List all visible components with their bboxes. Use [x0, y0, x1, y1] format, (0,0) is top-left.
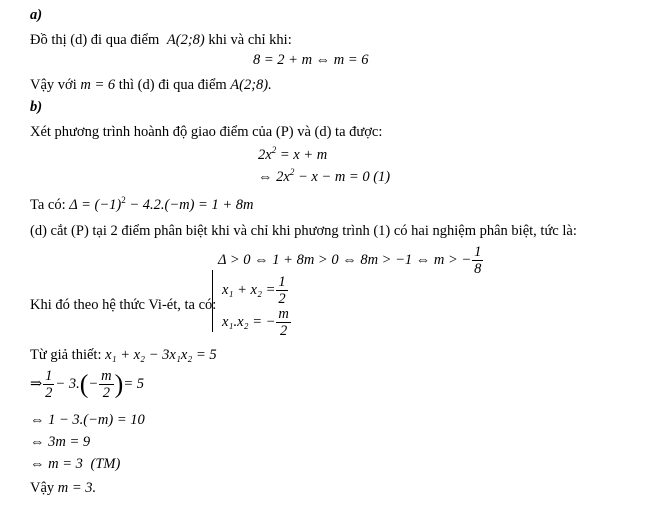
vieta-sum	[222, 274, 289, 307]
vieta-product	[222, 306, 292, 339]
step1-mid: − 3.	[55, 375, 80, 392]
given-pre: Từ giả thiết:	[30, 347, 102, 363]
frac-num: 1	[474, 244, 482, 260]
step-3: ⇔ 3m = 9	[30, 434, 91, 450]
step-4	[30, 455, 120, 473]
vieta-system	[212, 270, 302, 339]
eq-b-exp: 2	[289, 167, 295, 177]
step1-inner-pre: −	[88, 375, 99, 392]
step1-frac	[43, 368, 54, 401]
step1-inner-frac	[99, 368, 113, 401]
step1-den: 2	[45, 385, 53, 401]
part-a-line1	[30, 31, 292, 49]
part-a-line2-mid: thì (d) đi qua điểm	[118, 77, 227, 93]
step1-inner-num: m	[101, 368, 112, 384]
given-eq: x₁ + x₂ − 3x₁x₂ = 5	[105, 347, 217, 363]
part-b-label: b)	[30, 99, 43, 115]
condition-text: (d) cắt (P) tại 2 điểm phân biệt khi và chỉ khi phương trình (1) có hai nghiệm phân biệt, tức là:	[30, 223, 577, 239]
step1-num: 1	[45, 368, 53, 384]
conclusion-value: m = 3.	[57, 480, 97, 496]
eq-a-exp: 2	[271, 145, 277, 155]
vieta-sum-num: 1	[278, 274, 286, 290]
vieta-sum-frac	[276, 274, 287, 307]
conclusion-pre: Vậy	[30, 480, 55, 496]
part-a-line2-pre: Vậy với	[30, 77, 77, 93]
part-a-text: Đồ thị (d) đi qua điểm	[30, 32, 160, 48]
ineq-text: Δ > 0 ⇔ 1 + 8m > 0 ⇔ 8m > −1 ⇔ m > −	[218, 251, 472, 268]
part-a-line2	[30, 76, 272, 94]
eq-b-pre: ⇔ 2x	[258, 169, 290, 185]
equation-1: 8 = 2 + m ⇔ m = 6	[253, 52, 369, 68]
delta-line	[30, 196, 253, 214]
point-a-2: A(2;8).	[230, 77, 272, 93]
vieta-product-text: x₁.x₂ = −	[222, 313, 276, 330]
delta-exp: 2	[121, 195, 126, 205]
part-a-label: a)	[30, 7, 43, 23]
vieta-product-frac	[276, 306, 290, 339]
intro-text: Xét phương trình hoành độ giao điểm của (P) và (d) ta được:	[30, 124, 383, 140]
step1-inner-den: 2	[102, 385, 111, 401]
frac-den: 8	[474, 261, 482, 277]
eq-b-post: − x − m = 0 (1)	[294, 169, 391, 185]
step-1: ⇒ $\frac{1}{2}$ − 3.(− $\frac{m}{2}$ )= 5	[30, 368, 144, 401]
vieta-sum-den: 2	[278, 291, 286, 307]
eq-a-right: = x + m	[276, 147, 328, 163]
step1-pre: ⇒	[30, 375, 43, 392]
fraction-1-8	[472, 244, 483, 277]
equation-a	[258, 146, 327, 164]
step4-tag: (TM)	[90, 456, 121, 472]
vieta-product-den: 2	[280, 323, 288, 339]
given-line	[30, 346, 217, 364]
delta-pre: Ta có:	[30, 197, 66, 213]
system-brace	[212, 270, 221, 332]
vieta-sum-text: x₁ + x₂ =	[222, 281, 276, 298]
equation-b	[258, 168, 390, 186]
eq-a-left: 2x	[258, 147, 272, 163]
step4-text: ⇔ m = 3	[30, 456, 83, 472]
delta-b: − 4.2.(−m) = 1 + 8m	[125, 197, 254, 213]
vieta-text: Khi đó theo hệ thức Vi-ét, ta có:	[30, 297, 217, 313]
conclusion	[30, 479, 96, 497]
point-a: A(2;8)	[166, 32, 205, 48]
vieta-product-num: m	[278, 306, 289, 322]
step1-post: = 5	[123, 375, 144, 392]
m-value: m = 6	[80, 77, 116, 93]
step-2: ⇔ 1 − 3.(−m) = 10	[30, 412, 145, 428]
part-a-tail: khi và chỉ khi:	[208, 32, 292, 48]
delta-a: Δ = (−1)	[69, 197, 122, 213]
